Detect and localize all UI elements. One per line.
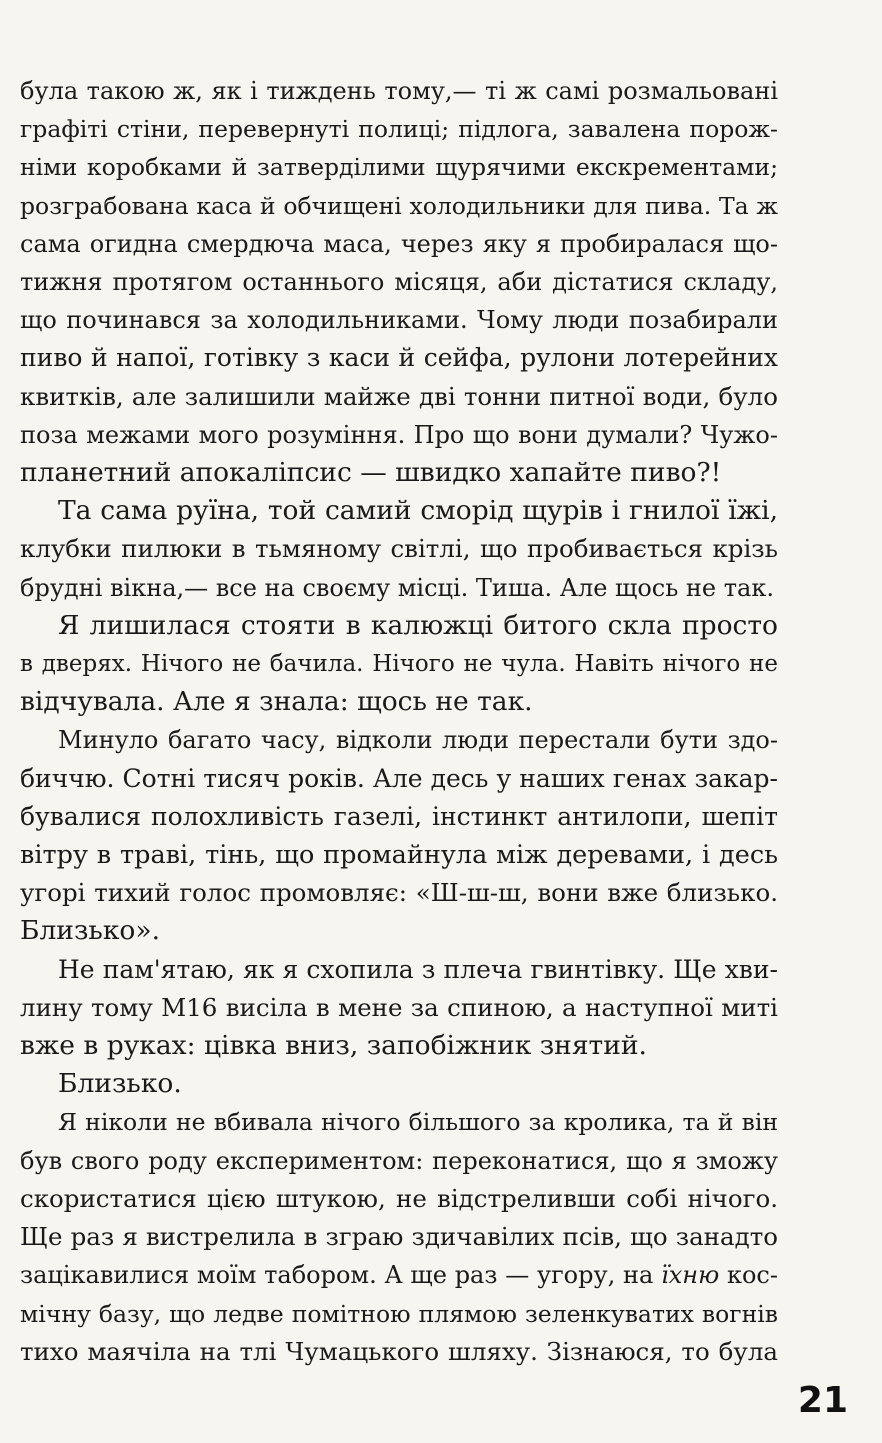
text-line: Не пам'ятаю, як я схопила з плеча гвинтівку. Ще хви- <box>58 954 778 984</box>
paragraph-3 <box>20 607 778 722</box>
text-line: Близько. <box>58 1068 182 1100</box>
text-line: розграбована каса й обчищені холодильники для пива. Та ж <box>20 191 778 220</box>
paragraph-1 <box>20 72 778 492</box>
text-line: Минуло багато часу, відколи люди перестали бути здо- <box>58 726 778 755</box>
text-line: була такою ж, як і тиждень тому,— ті ж самі розмальовані <box>20 77 778 105</box>
text-line: угорі тихий голос промовляє: «Ш-ш-ш, вони вже близько. <box>20 878 778 908</box>
paragraph-6 <box>20 1065 778 1103</box>
text-line: брудні вікна,— все на своєму місці. Тиша. Але щось не так. <box>20 573 774 602</box>
text-line: вже в руках: цівка вниз, запобіжник знятий. <box>20 1030 647 1062</box>
text-line: скористатися цією штукою, не відстреливши собі нічого. <box>20 1183 778 1213</box>
page-body <box>20 72 778 1371</box>
text-line: Я лишилася стояти в калюжці битого скла просто <box>58 609 778 641</box>
text-line: тихо маячіла на тлі Чумацького шляху. Зізнаюся, то була <box>20 1336 778 1366</box>
text-line: Близько». <box>20 915 161 947</box>
text-line: биччю. Сотні тисяч років. Але десь у наших генах закар- <box>20 763 778 793</box>
text-line: сама огидна смердюча маса, через яку я пробиралася що- <box>20 229 778 258</box>
text-line: вітру в траві, тінь, що промайнула між деревами, і десь <box>20 840 778 871</box>
text-line: клубки пилюки в тьмяному світлі, що пробивається крізь <box>20 534 778 564</box>
text-line: тижня протягом останнього місяця, аби дістатися складу, <box>20 268 778 297</box>
text-line: що починався за холодильниками. Чому люди позабирали <box>20 306 778 335</box>
text-line: графіті стіни, перевернуті полиці; підлога, завалена порож- <box>20 115 778 144</box>
text-line: планетний апокаліпсис — швидко хапайте пиво?! <box>20 457 722 489</box>
paragraph-7 <box>20 1103 778 1370</box>
text-line: квитків, але залишили майже дві тонни питної води, було <box>20 381 778 411</box>
text-line: відчувала. Але я знала: щось не так. <box>20 686 533 718</box>
text-line: пиво й напої, готівку з каси й сейфа, рулони лотерейних <box>20 343 778 373</box>
text-line: Ще раз я вистрелила в зграю здичавілих псів, що занадто <box>20 1222 778 1252</box>
text-line: був свого роду експериментом: переконатися, що я зможу <box>20 1146 778 1175</box>
text-line: лину тому M16 висіла в мене за спиною, а наступної миті <box>20 992 778 1022</box>
paragraph-2 <box>20 492 778 607</box>
text-line: зацікавилися моїм табором. А ще раз — угору, на їхню кос- <box>20 1261 778 1290</box>
paragraph-4 <box>20 721 778 950</box>
text-line: Я ніколи не вбивала нічого більшого за кролика, та й він <box>58 1108 778 1137</box>
text-line: бувалися полохливість газелі, інстинкт антилопи, шепіт <box>20 801 778 831</box>
emphasis: їхню <box>661 1261 720 1290</box>
text-line: німи коробками й затверділими щурячими екскрементами; <box>20 153 778 182</box>
text-line: поза межами мого розуміння. Про що вони думали? Чужо- <box>20 420 778 449</box>
text-line: в дверях. Нічого не бачила. Нічого не чула. Навіть нічого не <box>20 651 778 678</box>
page-number: 21 <box>797 1380 848 1421</box>
text-line: Та сама руїна, той самий сморід щурів і гнилої їжі, <box>58 495 778 527</box>
paragraph-5 <box>20 951 778 1066</box>
text-line: мічну базу, що ледве помітною плямою зеленкуватих вогнів <box>20 1299 778 1328</box>
